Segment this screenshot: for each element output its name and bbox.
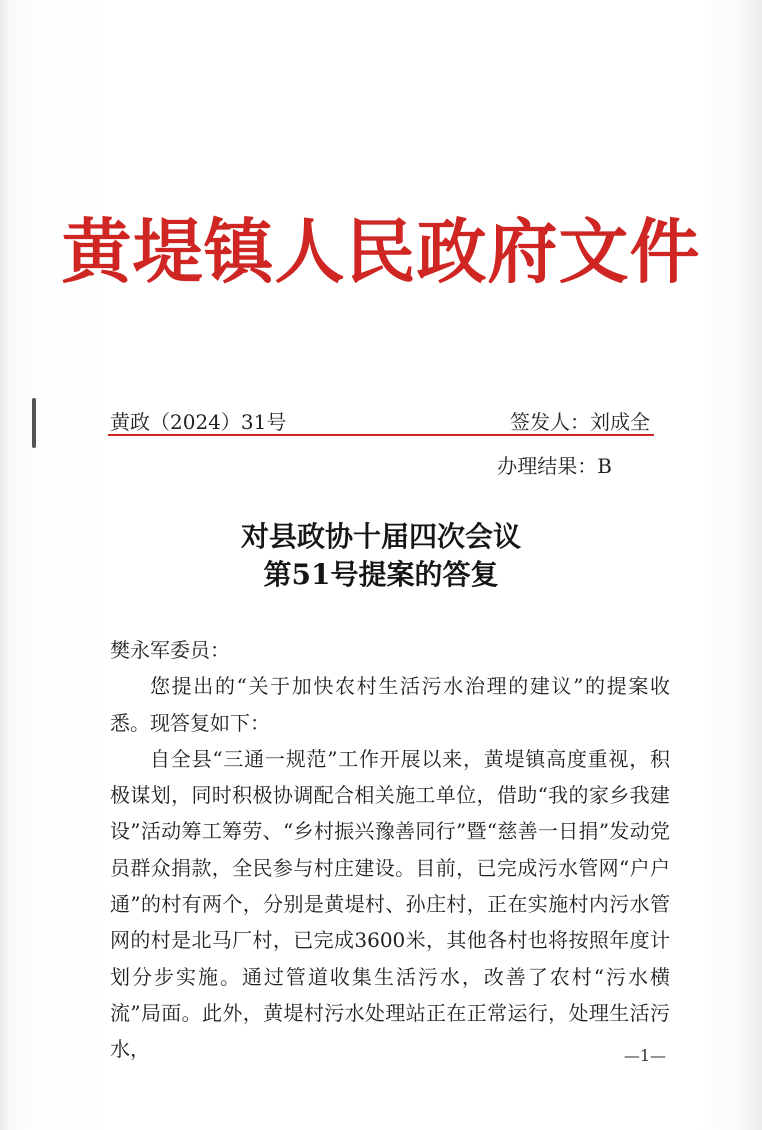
salutation: 樊永军委员： bbox=[110, 638, 230, 662]
signer-label: 签发人：刘成全 bbox=[510, 410, 650, 434]
handling-result: 办理结果：B bbox=[497, 454, 612, 478]
red-separator-rule bbox=[108, 434, 654, 436]
document-body bbox=[110, 632, 670, 1068]
page-number: —1— bbox=[623, 1046, 666, 1065]
body-paragraph-2: 自全县“三通一规范”工作开展以来，黄堤镇高度重视，积极谋划，同时积极协调配合相关施工单位，借助“我的家乡我建设”活动筹工筹劳、“乡村振兴豫善同行”暨“慈善一日捐”发动党员群众捐款，全民参与村庄建设。目前，已完成污水管网“户户通”的村有两个，分别是黄堤村、孙庄村，正在实施村内污水管网的村是北马厂村，已完成3600米，其他各村也将按照年度计划分步实施。通过管道收集生活污水，改善了农村“污水横流”局面。此外，黄堤村污水处理站正在正常运行，处理生活污水， bbox=[110, 746, 670, 1062]
document-title-line-1: 对县政协十届四次会议 bbox=[240, 520, 521, 553]
binding-mark bbox=[32, 398, 36, 448]
issuer-header-title: 黄堤镇人民政府文件 bbox=[61, 210, 701, 293]
body-paragraph-1: 您提出的“关于加快农村生活污水治理的建议”的提案收悉。现答复如下： bbox=[110, 674, 670, 735]
document-number: 黄政（2024）31号 bbox=[110, 410, 287, 434]
document-title-line-2: 第51号提案的答复 bbox=[263, 558, 499, 591]
